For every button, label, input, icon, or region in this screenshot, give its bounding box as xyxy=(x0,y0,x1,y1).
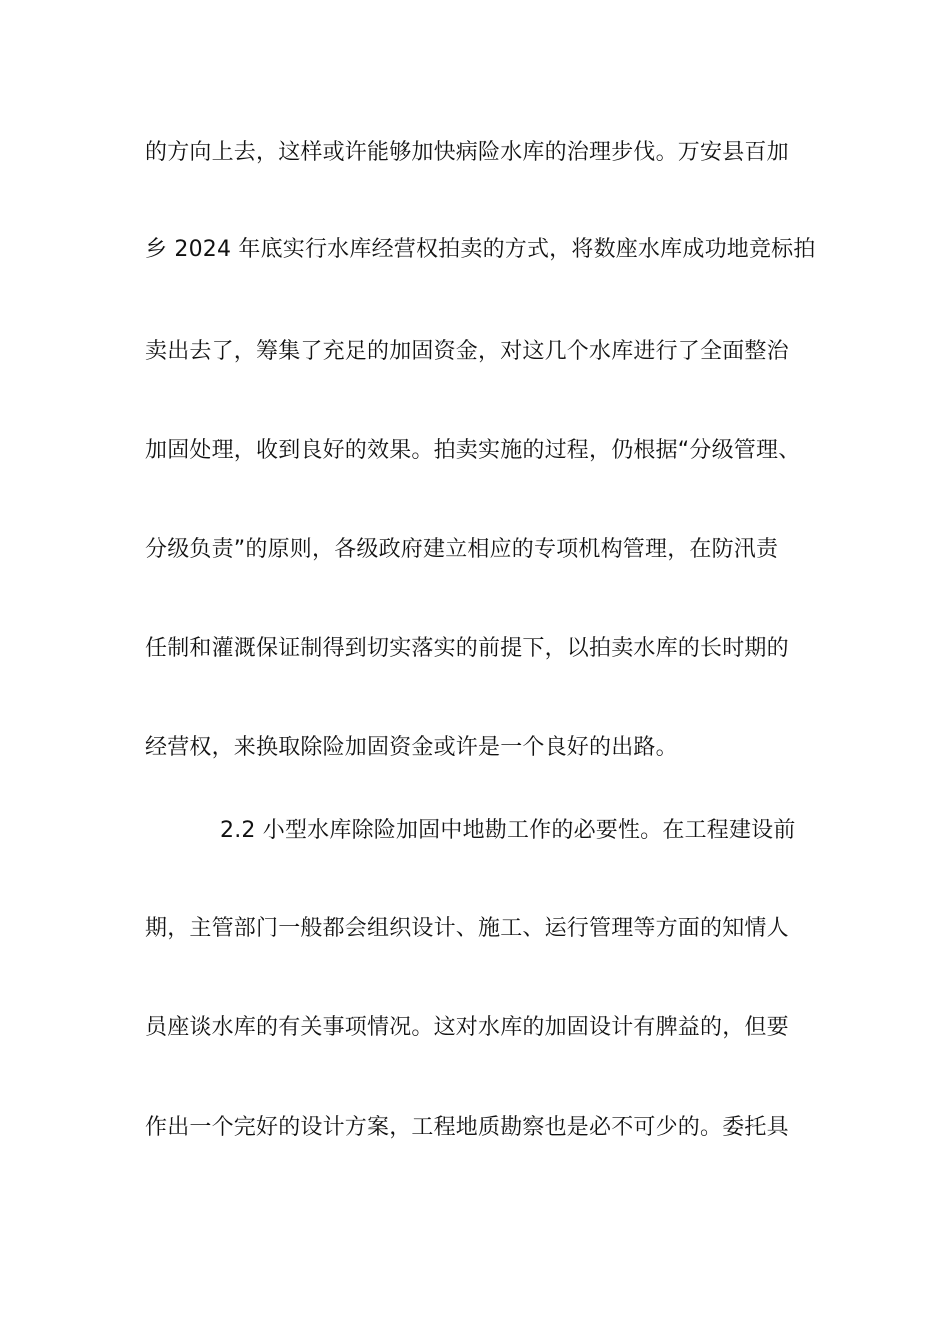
text-line: 作出一个完好的设计方案，工程地质勘察也是必不可少的。委托具 xyxy=(145,1115,789,1140)
text-line: 员座谈水库的有关事项情况。这对水库的加固设计有脾益的，但要 xyxy=(145,1015,789,1040)
section-heading-line: 2.2 小型水库除险加固中地勘工作的必要性。在工程建设前 xyxy=(220,818,796,843)
text-line: 卖出去了，筹集了充足的加固资金，对这几个水库进行了全面整治 xyxy=(145,339,789,364)
text-line: 经营权，来换取除险加固资金或许是一个良好的出路。 xyxy=(145,735,678,760)
text-line: 加固处理，收到良好的效果。拍卖实施的过程，仍根据“分级管理、 xyxy=(145,438,801,463)
text-line: 分级负责”的原则，各级政府建立相应的专项机构管理，在防汛责 xyxy=(145,537,779,562)
text-line: 期，主管部门一般都会组织设计、施工、运行管理等方面的知情人 xyxy=(145,916,789,941)
text-line: 乡 2024 年底实行水库经营权拍卖的方式，将数座水库成功地竞标拍 xyxy=(145,237,816,262)
text-line: 的方向上去，这样或许能够加快病险水库的治理步伐。万安县百加 xyxy=(145,140,789,165)
text-line: 任制和灌溉保证制得到切实落实的前提下，以拍卖水库的长时期的 xyxy=(145,636,789,661)
